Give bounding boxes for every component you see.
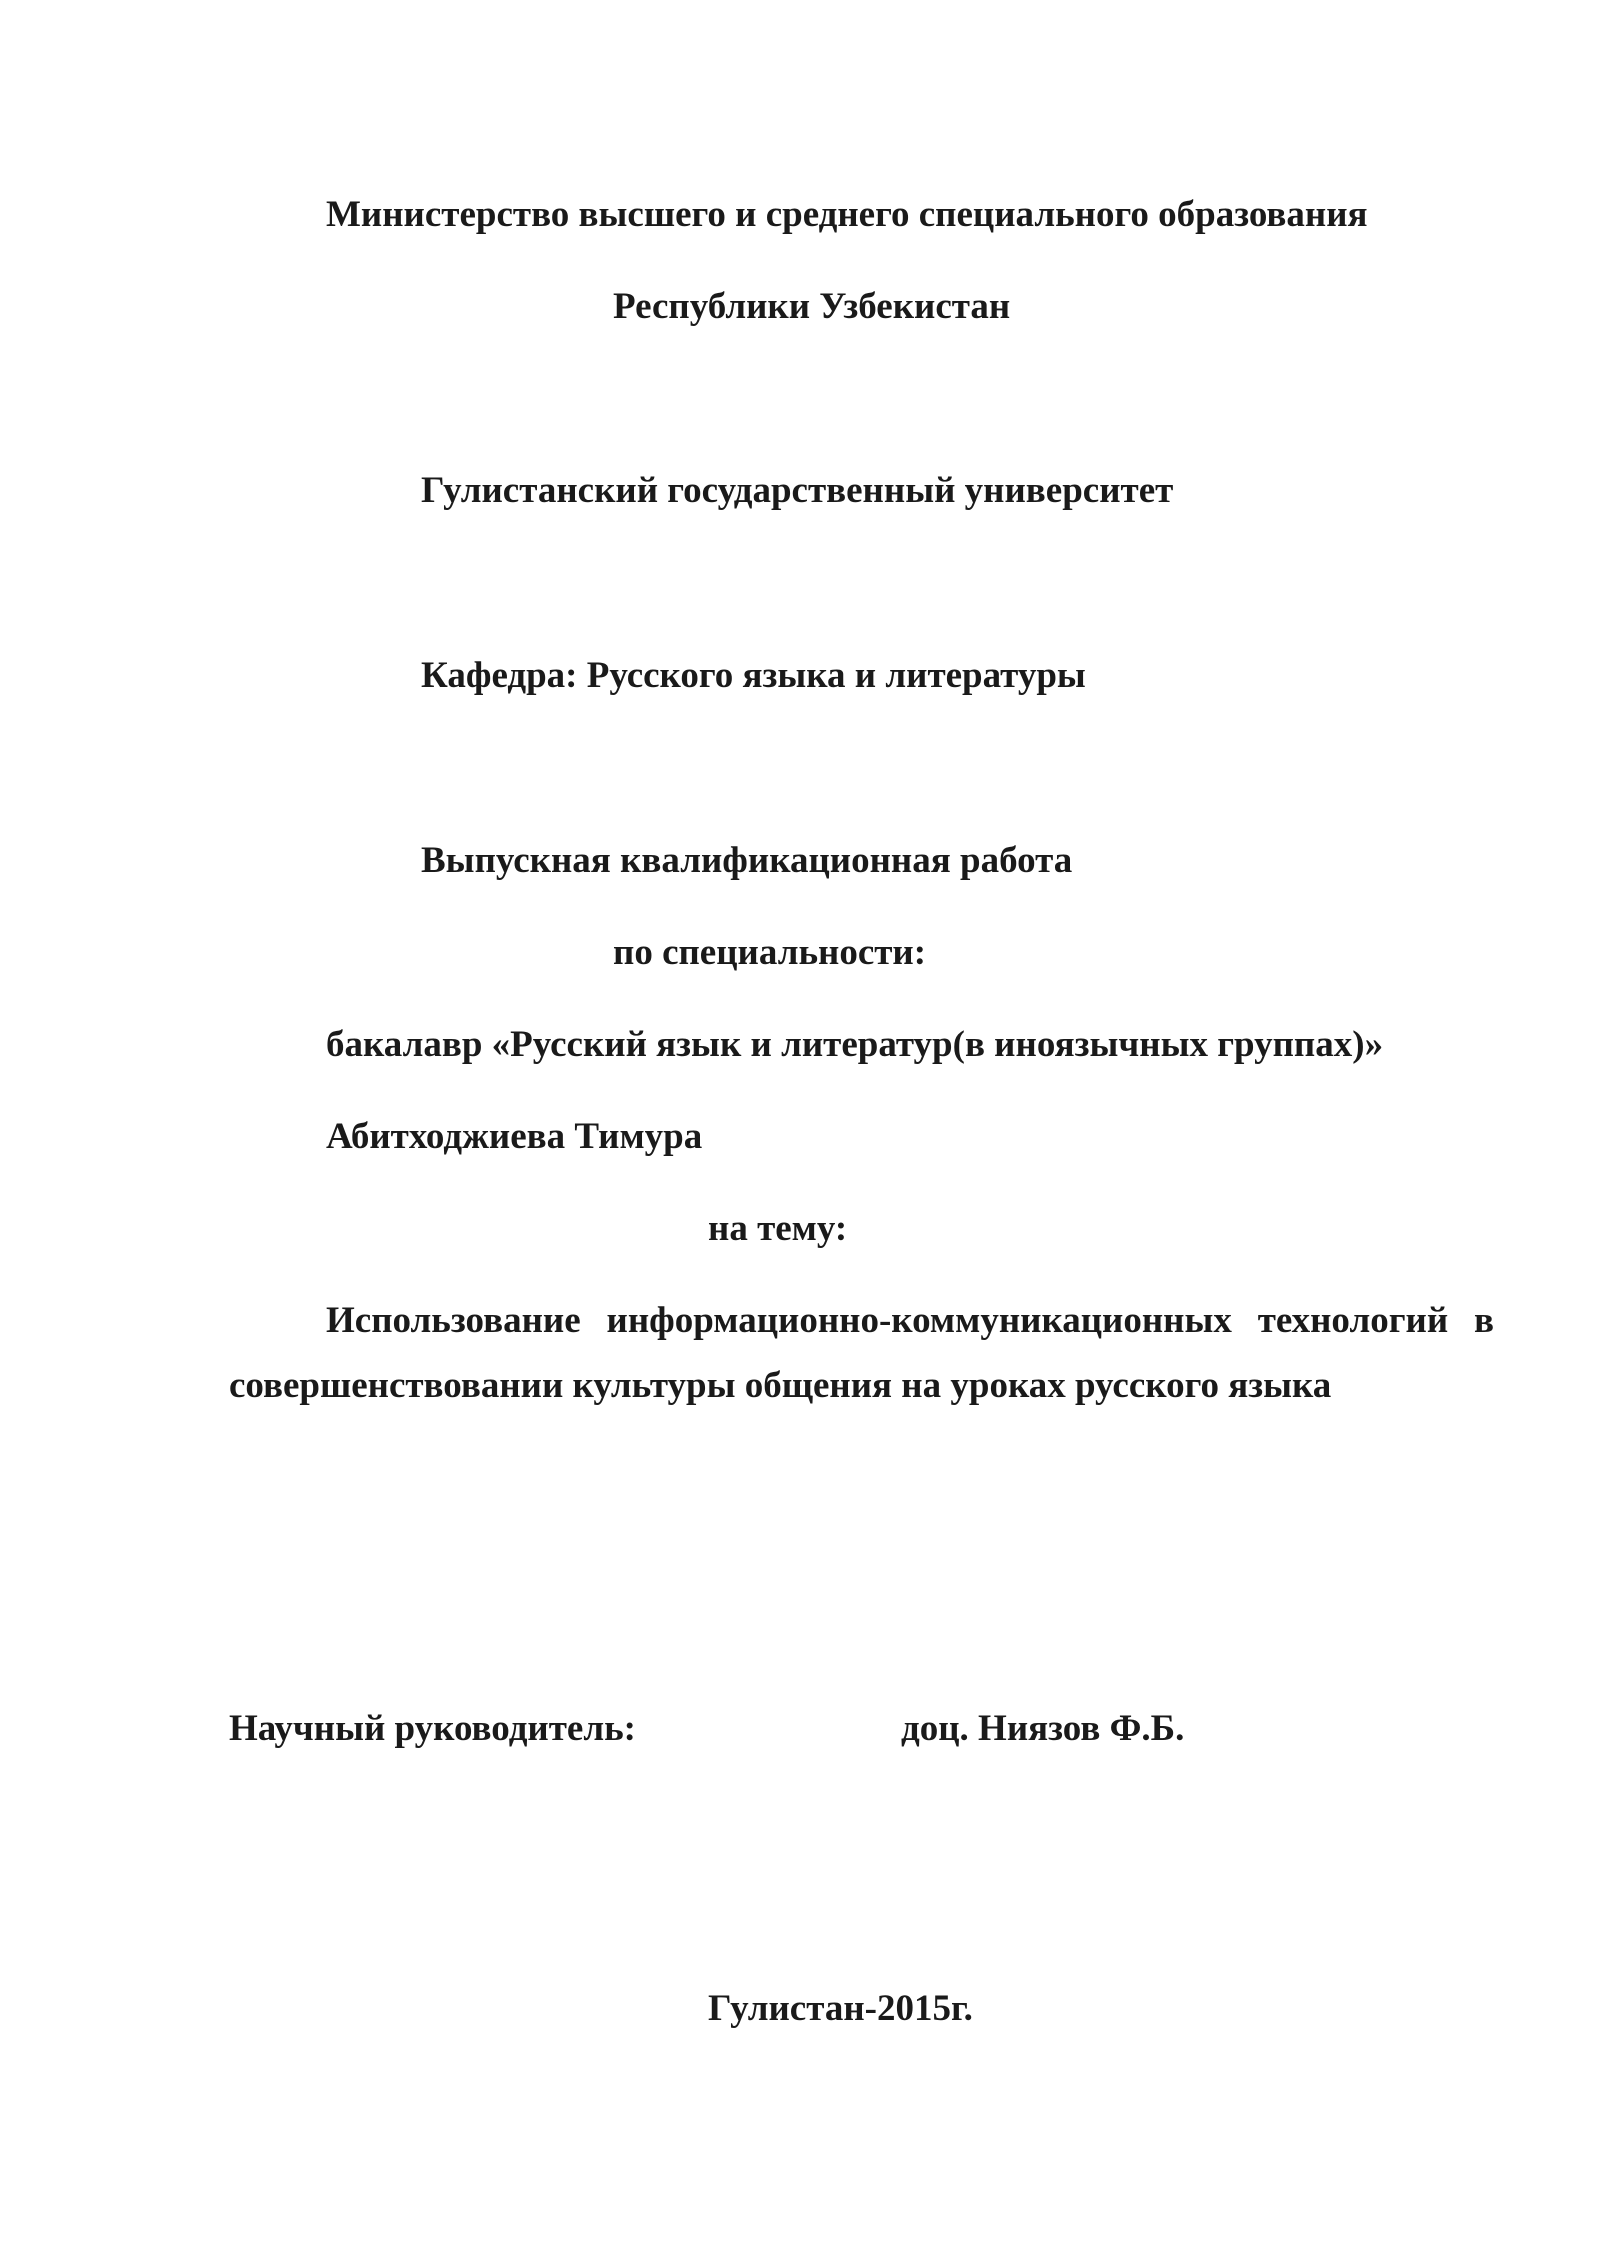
- city-year: Гулистан-2015г.: [708, 1988, 973, 2029]
- supervisor-name: доц. Ниязов Ф.Б.: [901, 1708, 1185, 1749]
- specialty-name: бакалавр «Русский язык и литератур(в иноязычных группах)»: [326, 1024, 1384, 1065]
- topic-label: на тему:: [708, 1208, 848, 1249]
- specialty-label: по специальности:: [613, 932, 927, 973]
- department-name: Кафедра: Русского языка и литературы: [421, 655, 1086, 696]
- author-name: Абитходжиева Тимура: [326, 1116, 703, 1157]
- university-name: Гулистанский государственный университет: [421, 470, 1174, 511]
- ministry-line-2: Республики Узбекистан: [613, 286, 1011, 327]
- topic-line-1: Использование информационно-коммуникационных технологий в: [326, 1300, 1494, 1341]
- work-type: Выпускная квалификационная работа: [421, 840, 1073, 881]
- topic-line-2: совершенствовании культуры общения на уроках русского языка: [229, 1365, 1332, 1406]
- ministry-line-1: Министерство высшего и среднего специального образования: [326, 194, 1368, 235]
- supervisor-label: Научный руководитель:: [229, 1708, 636, 1749]
